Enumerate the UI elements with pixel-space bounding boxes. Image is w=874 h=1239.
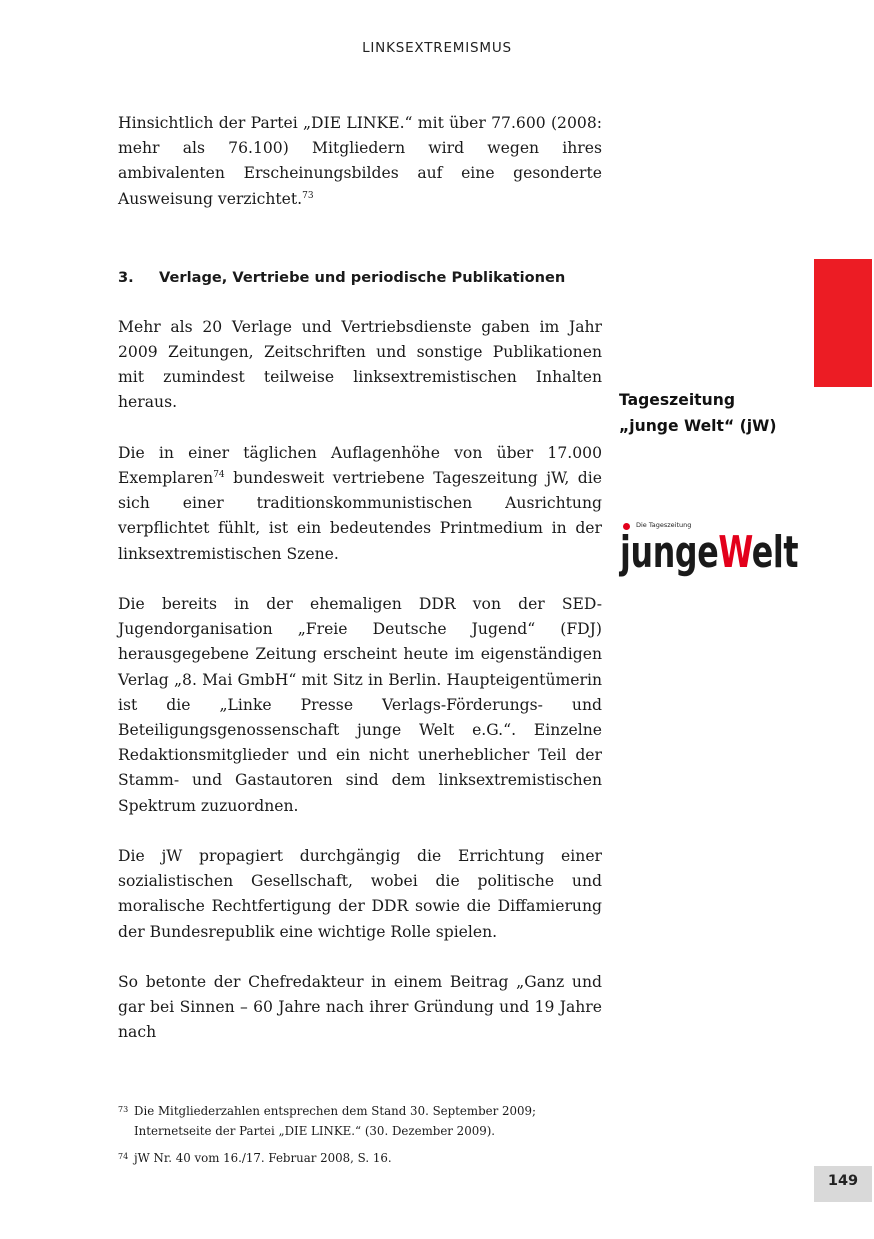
paragraph-propaganda: Die jW propagiert durchgängig die Errichtung einer sozialistischen Gesellschaft, wobei die politische und moralische Rechtfertigung der DDR sowie die Diffamierung der Bundesrepublik eine wichtige Rolle spielen. bbox=[118, 847, 602, 941]
section-heading bbox=[118, 265, 602, 290]
logo-tagline: Die Tageszeitung bbox=[636, 521, 692, 529]
footnote-74 bbox=[118, 1149, 604, 1169]
paragraph-publishers: Mehr als 20 Verlage und Vertriebsdienste gaben im Jahr 2009 Zeitungen, Zeitschriften und sonstige Publikationen mit zumindest teilweise linksextremistischen Inhalten heraus. bbox=[118, 317, 602, 412]
logo-part-junge: junge bbox=[620, 527, 719, 578]
running-title: LINKSEXTREMISMUS bbox=[362, 40, 512, 56]
footnote-number: 73 bbox=[118, 1105, 129, 1114]
footnote-ref-74[interactable]: 74 bbox=[213, 469, 225, 480]
footnote-number: 74 bbox=[118, 1152, 129, 1161]
margin-note bbox=[619, 388, 809, 439]
footnote-73 bbox=[118, 1102, 604, 1141]
paragraph-circulation bbox=[118, 441, 602, 567]
section-title: Verlage, Vertriebe und periodische Publikationen bbox=[159, 268, 566, 286]
footnote-text: Die Mitgliederzahlen entsprechen dem Stand 30. September 2009; Internetseite der Partei „DIE LINKE.“ (30. Dezember 2009). bbox=[134, 1104, 537, 1138]
intro-text: Hinsichtlich der Partei „DIE LINKE.“ mit über 77.600 (2008: mehr als 76.100) Mitgliedern wird wegen ihres ambivalenten Erscheinungsbildes auf eine gesonderte Ausweisung verzichtet. bbox=[118, 114, 602, 208]
footnotes bbox=[118, 1102, 604, 1177]
section-number: 3. bbox=[118, 268, 134, 286]
margin-note-line-2: „junge Welt“ (jW) bbox=[619, 416, 777, 435]
footnote-ref-73[interactable]: 73 bbox=[302, 190, 314, 201]
circulation-text-end: bundesweit vertriebene Tageszeitung jW, die sich einer traditionskommunistischen Ausrichtung verpflichtet fühlt, ist ein bedeutendes Printmedium in der linksextremistischen Szene. bbox=[118, 469, 602, 563]
paragraph-editor: So betonte der Chefredakteur in einem Beitrag „Ganz und gar bei Sinnen – 60 Jahre nach ihrer Gründung und 19 Jahre nach bbox=[118, 973, 602, 1042]
page-number: 149 bbox=[814, 1166, 872, 1202]
margin-note-line-1: Tageszeitung bbox=[619, 391, 735, 409]
section-color-tab bbox=[814, 259, 872, 387]
logo-wordmark bbox=[620, 528, 798, 578]
circulation-text-start: Die in einer täglichen Auflagenhöhe von über 17.000 Exemplaren bbox=[118, 443, 602, 488]
logo-part-elt: elt bbox=[751, 527, 799, 578]
footnote-text: jW Nr. 40 vom 16./17. Februar 2008, S. 16. bbox=[134, 1151, 392, 1165]
logo-part-w: W bbox=[718, 527, 752, 578]
paragraph-history: Die bereits in der ehemaligen DDR von der SED-Jugendorganisation „Freie Deutsche Jugend“ (FDJ) herausgegebene Zeitung erscheint heute im eigenständigen Verlag „8. Mai GmbH“ mit Sitz in Berlin. Haupteigentümerin ist die „Linke Presse Verlags-Förderungs- und Beteiligungsgenossenschaft junge Welt e.G.“. Einzelne Redaktionsmitglieder und ein nicht unerheblicher Teil der Stamm- und Gastautoren sind dem linksextremistischen Spektrum zuzuordnen. bbox=[118, 595, 602, 815]
junge-welt-logo bbox=[620, 520, 799, 584]
main-text-column bbox=[118, 111, 602, 1046]
intro-paragraph bbox=[118, 111, 602, 212]
